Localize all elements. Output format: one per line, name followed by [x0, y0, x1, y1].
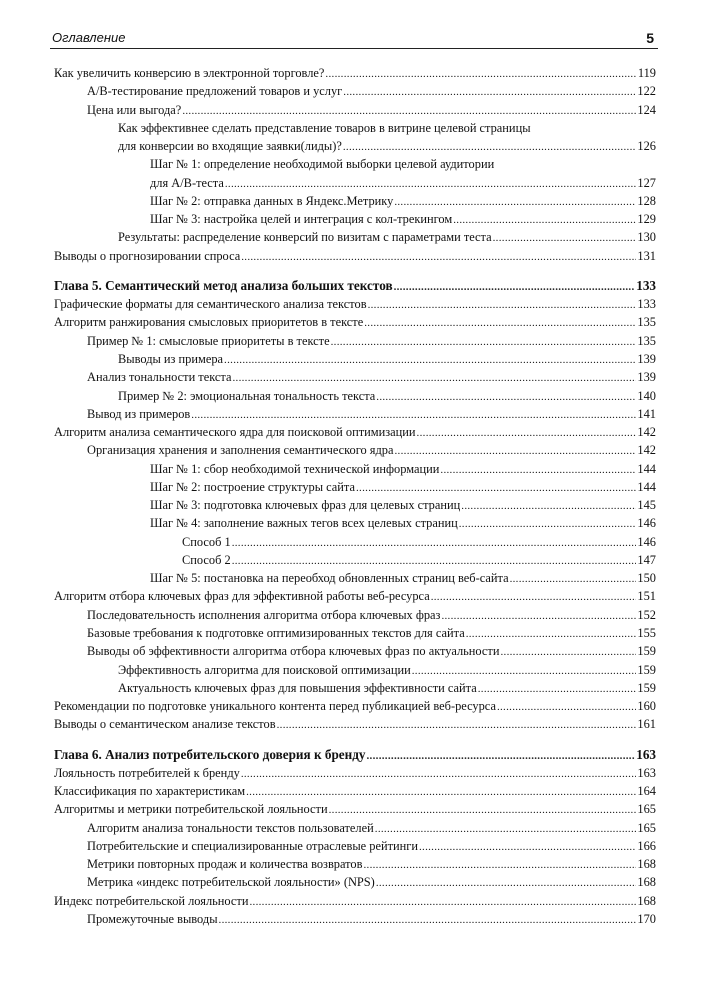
toc-dot-leader: [394, 278, 636, 296]
toc-dot-leader: [431, 588, 637, 606]
toc-dot-leader: [510, 570, 637, 588]
toc-dot-leader: [277, 716, 637, 734]
toc-entry-page: 161: [637, 717, 656, 732]
toc-dot-leader: [232, 534, 637, 552]
toc-entry-title: Анализ тональности текста: [87, 370, 232, 385]
toc-dot-leader: [493, 229, 637, 247]
toc-entry-page: 145: [637, 498, 656, 513]
toc-entry-title: Шаг № 1: определение необходимой выборки целевой аудитории: [150, 157, 495, 172]
toc-entry[interactable]: [54, 423, 656, 441]
toc-entry-page: 130: [637, 230, 656, 245]
toc-entry-title: Лояльность потребителей к бренду: [54, 765, 240, 780]
toc-dot-leader: [478, 680, 637, 698]
toc-entry-title: Шаг № 5: постановка на переобход обновленных страниц веб-сайта: [150, 571, 509, 586]
toc-entry[interactable]: [54, 64, 656, 82]
toc-entry[interactable]: [54, 101, 656, 119]
toc-entry-title: Выводы об эффективности алгоритма отбора ключевых фраз по актуальности: [87, 644, 500, 659]
toc-entry[interactable]: [54, 350, 656, 368]
toc-entry-page: 139: [637, 351, 656, 366]
toc-entry-page: 152: [637, 607, 656, 622]
toc-entry[interactable]: [54, 155, 656, 173]
toc-entry-title: Шаг № 1: сбор необходимой технической информации: [150, 461, 440, 476]
toc-entry[interactable]: [54, 137, 656, 155]
toc-entry[interactable]: [54, 441, 656, 459]
toc-entry-page: 147: [637, 552, 656, 567]
toc-entry-page: 119: [637, 66, 656, 80]
toc-entry[interactable]: [54, 624, 656, 642]
toc-entry-page: 124: [637, 102, 656, 117]
toc-entry-title: для A/B-теста: [150, 175, 224, 190]
toc-entry-page: 122: [637, 84, 656, 99]
toc-entry-title: Потребительские и специализированные отраслевые рейтинги: [87, 838, 418, 853]
toc-dot-leader: [182, 102, 636, 120]
toc-entry-page: 168: [637, 893, 656, 908]
toc-entry-title: Шаг № 2: построение структуры сайта: [150, 479, 355, 494]
toc-entry[interactable]: [54, 192, 656, 210]
toc-entry[interactable]: [54, 551, 656, 569]
toc-entry-title: Алгоритм ранжирования смысловых приоритетов в тексте: [54, 315, 364, 330]
toc-entry[interactable]: [54, 247, 656, 265]
toc-entry-title: Шаг № 3: настройка целей и интеграция с кол-трекингом: [150, 212, 453, 227]
toc-entry-title: Выводы из примера: [118, 351, 224, 366]
toc-entry-title: Метрики повторных продаж и количества возвратов: [87, 857, 363, 872]
toc-dot-leader: [461, 497, 636, 515]
toc-entry[interactable]: [54, 800, 656, 818]
toc-entry-page: 139: [637, 370, 656, 385]
toc-dot-leader: [246, 783, 636, 801]
toc-entry-title: Классификация по характеристикам: [54, 784, 246, 799]
toc-dot-leader: [417, 424, 637, 442]
toc-entry-page: 128: [637, 193, 656, 208]
toc-entry[interactable]: [54, 819, 656, 837]
toc-entry[interactable]: [54, 368, 656, 386]
toc-dot-leader: [364, 314, 636, 332]
toc-entry-page: 141: [637, 406, 656, 421]
header-page-number: 5: [646, 30, 654, 46]
toc-entry-title: Алгоритмы и метрики потребительской лояльности: [54, 802, 328, 817]
toc-entry[interactable]: [54, 910, 656, 928]
toc-entry-page: 159: [637, 662, 656, 677]
toc-dot-leader: [241, 248, 636, 266]
toc-dot-leader: [191, 406, 636, 424]
toc-entry[interactable]: [54, 837, 656, 855]
toc-entry[interactable]: [54, 715, 656, 733]
toc-entry[interactable]: [54, 82, 656, 100]
toc-dot-leader: [466, 625, 637, 643]
toc-entry-title: Результаты: распределение конверсий по визитам с параметрами теста: [118, 230, 492, 245]
toc-entry-page: 144: [637, 461, 656, 476]
toc-entry-page: 133: [636, 277, 656, 293]
toc-entry-title: Рекомендации по подготовке уникального контента перед публикацией веб-ресурса: [54, 699, 496, 714]
toc-entry-title: A/B-тестирование предложений товаров и услуг: [87, 84, 343, 99]
table-of-contents: [54, 64, 656, 928]
toc-dot-leader: [412, 662, 637, 680]
toc-entry[interactable]: [54, 496, 656, 514]
toc-entry[interactable]: [54, 119, 656, 137]
toc-entry-page: 163: [636, 746, 656, 762]
toc-entry-title: Алгоритм анализа тональности текстов пользователей: [87, 820, 374, 835]
toc-entry[interactable]: [54, 679, 656, 697]
toc-entry-title: Эффективность алгоритма для поисковой оптимизации: [118, 662, 411, 677]
toc-entry-page: 131: [637, 248, 656, 263]
toc-entry-page: 168: [637, 875, 656, 890]
toc-dot-leader: [367, 747, 636, 765]
toc-dot-leader: [343, 83, 636, 101]
toc-entry-page: 146: [637, 534, 656, 549]
toc-entry[interactable]: [54, 642, 656, 660]
toc-entry-title: Как эффективнее сделать представление товаров в витрине целевой страницы: [118, 120, 531, 135]
toc-entry-title: Как увеличить конверсию в электронной торговле?: [54, 66, 325, 80]
toc-chapter-entry[interactable]: [54, 277, 656, 295]
toc-entry-page: 155: [637, 625, 656, 640]
toc-entry[interactable]: [54, 210, 656, 228]
section-gap: [54, 734, 656, 746]
toc-entry-title: Метрика «индекс потребительской лояльности» (NPS): [87, 875, 375, 890]
toc-dot-leader: [232, 369, 636, 387]
toc-dot-leader: [232, 552, 637, 570]
toc-dot-leader: [329, 801, 637, 819]
toc-entry-page: 133: [637, 297, 656, 312]
toc-entry-title: Алгоритм отбора ключевых фраз для эффективной работы веб-ресурса: [54, 589, 430, 604]
toc-dot-leader: [441, 607, 636, 625]
toc-entry-page: 135: [637, 333, 656, 348]
toc-dot-leader: [394, 193, 636, 211]
toc-entry-title: Цена или выгода?: [87, 102, 182, 117]
toc-entry-title: Глава 6. Анализ потребительского доверия к бренду: [54, 746, 366, 762]
section-gap: [54, 265, 656, 277]
toc-entry-title: Пример № 1: смысловые приоритеты в тексте: [87, 333, 330, 348]
toc-entry[interactable]: [54, 332, 656, 350]
toc-dot-leader: [219, 911, 637, 929]
toc-dot-leader: [331, 333, 637, 351]
toc-entry[interactable]: [54, 587, 656, 605]
toc-dot-leader: [225, 175, 637, 193]
toc-entry-title: Глава 5. Семантический метод анализа больших текстов: [54, 277, 393, 293]
toc-entry[interactable]: [54, 405, 656, 423]
toc-chapter-entry[interactable]: [54, 746, 656, 764]
toc-dot-leader: [500, 643, 636, 661]
toc-entry[interactable]: [54, 855, 656, 873]
toc-entry[interactable]: [54, 782, 656, 800]
toc-entry[interactable]: [54, 387, 656, 405]
toc-entry-page: 165: [637, 802, 656, 817]
toc-dot-leader: [459, 515, 637, 533]
toc-entry[interactable]: [54, 514, 656, 532]
toc-dot-leader: [453, 211, 636, 229]
toc-entry[interactable]: [54, 697, 656, 715]
toc-dot-leader: [224, 351, 636, 369]
toc-entry-title: Пример № 2: эмоциональная тональность текста: [118, 388, 376, 403]
toc-entry-title: Графические форматы для семантического анализа текстов: [54, 297, 367, 312]
toc-entry[interactable]: [54, 569, 656, 587]
toc-entry-title: Вывод из примеров: [87, 406, 191, 421]
toc-entry-page: 142: [637, 443, 656, 458]
toc-entry-title: Индекс потребительской лояльности: [54, 893, 249, 908]
toc-dot-leader: [419, 838, 636, 856]
toc-entry-page: 159: [637, 680, 656, 695]
toc-entry-page: 159: [637, 644, 656, 659]
toc-entry-title: Последовательность исполнения алгоритма отбора ключевых фраз: [87, 607, 441, 622]
toc-entry-page: 166: [637, 838, 656, 853]
toc-entry-title: для конверсии во входящие заявки(лиды)?: [118, 139, 342, 154]
toc-entry-title: Промежуточные выводы: [87, 911, 218, 926]
toc-entry-title: Способ 2: [182, 552, 231, 567]
toc-dot-leader: [395, 442, 637, 460]
toc-entry-page: 140: [637, 388, 656, 403]
toc-entry-page: 160: [637, 699, 656, 714]
toc-dot-leader: [356, 479, 636, 497]
toc-dot-leader: [343, 138, 637, 156]
toc-dot-leader: [363, 856, 636, 874]
toc-entry-page: 150: [637, 571, 656, 586]
toc-entry-page: 127: [637, 175, 656, 190]
toc-entry-title: Выводы о семантическом анализе текстов: [54, 717, 276, 732]
toc-dot-leader: [241, 765, 637, 783]
toc-entry-title: Шаг № 3: подготовка ключевых фраз для целевых страниц: [150, 498, 461, 513]
toc-entry[interactable]: [54, 295, 656, 313]
running-header: [50, 30, 658, 49]
toc-entry-page: 142: [637, 425, 656, 440]
toc-entry[interactable]: [54, 606, 656, 624]
toc-entry-page: 165: [637, 820, 656, 835]
toc-entry[interactable]: [54, 533, 656, 551]
toc-entry-title: Способ 1: [182, 534, 231, 549]
toc-dot-leader: [440, 461, 636, 479]
toc-entry[interactable]: [54, 174, 656, 192]
toc-entry-page: 168: [637, 857, 656, 872]
toc-dot-leader: [376, 874, 637, 892]
toc-entry[interactable]: [54, 661, 656, 679]
toc-entry-title: Актуальность ключевых фраз для повышения эффективности сайта: [118, 680, 477, 695]
toc-entry-page: 170: [637, 911, 656, 926]
toc-entry[interactable]: [54, 228, 656, 246]
toc-entry-title: Базовые требования к подготовке оптимизированных текстов для сайта: [87, 625, 465, 640]
toc-entry[interactable]: [54, 892, 656, 910]
toc-entry-page: 163: [637, 765, 656, 780]
toc-entry-page: 144: [637, 479, 656, 494]
toc-dot-leader: [376, 388, 636, 406]
toc-entry-title: Организация хранения и заполнения семантического ядра: [87, 443, 394, 458]
toc-dot-leader: [249, 893, 636, 911]
toc-entry[interactable]: [54, 460, 656, 478]
toc-entry-title: Шаг № 2: отправка данных в Яндекс.Метрику: [150, 193, 394, 208]
toc-entry[interactable]: [54, 313, 656, 331]
header-title: Оглавление: [52, 30, 126, 45]
toc-entry-page: 164: [637, 784, 656, 799]
toc-entry-page: 151: [637, 589, 656, 604]
toc-entry-title: Алгоритм анализа семантического ядра для поисковой оптимизации: [54, 425, 416, 440]
toc-dot-leader: [497, 698, 636, 716]
toc-entry[interactable]: [54, 478, 656, 496]
toc-entry[interactable]: [54, 873, 656, 891]
toc-entry-title: Выводы о прогнозировании спроса: [54, 248, 241, 263]
toc-dot-leader: [375, 820, 637, 838]
toc-entry-page: 146: [637, 516, 656, 531]
toc-dot-leader: [368, 296, 637, 314]
toc-entry-page: 135: [637, 315, 656, 330]
toc-entry-title: Шаг № 4: заполнение важных тегов всех целевых страниц: [150, 516, 458, 531]
toc-entry-page: 126: [637, 139, 656, 154]
toc-dot-leader: [325, 65, 636, 83]
toc-entry-page: 129: [637, 212, 656, 227]
toc-entry[interactable]: [54, 764, 656, 782]
